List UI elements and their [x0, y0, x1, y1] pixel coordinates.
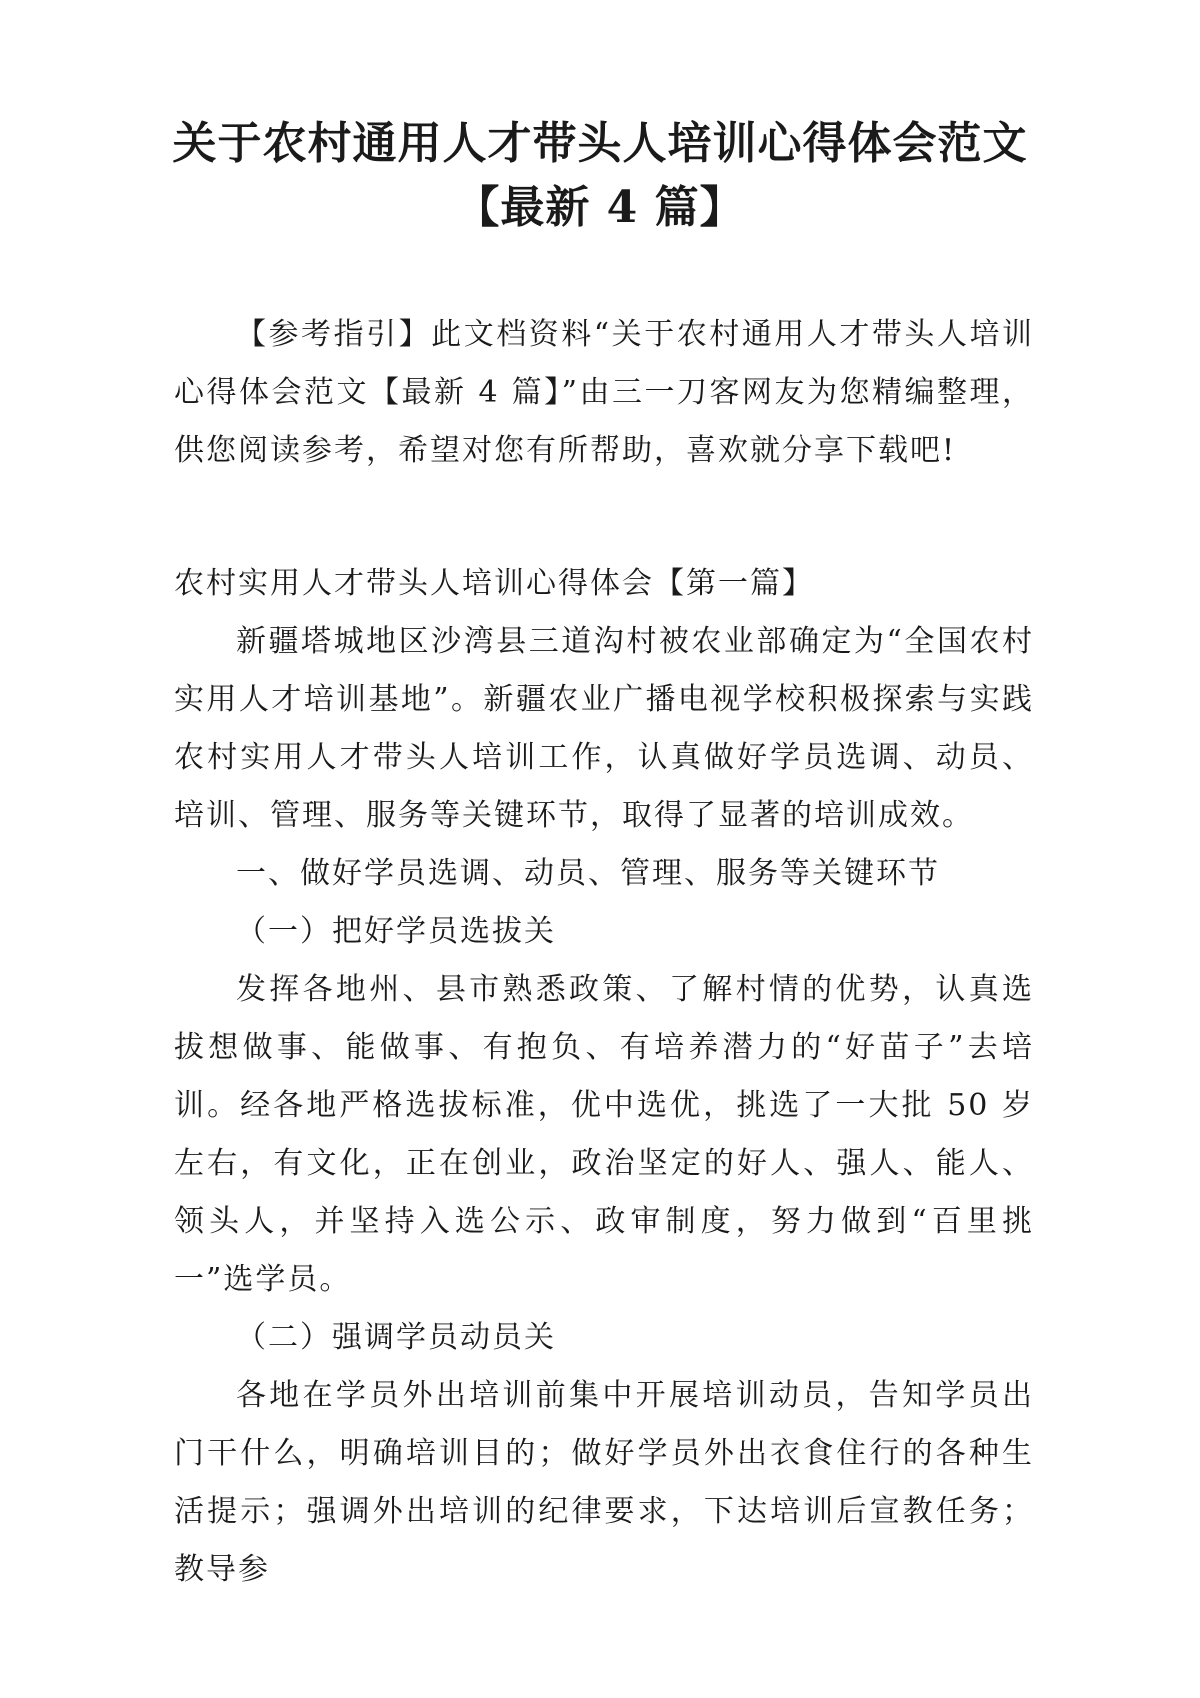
intro-block	[174, 306, 1034, 480]
title-line-2: 【最新 4 篇】	[455, 182, 745, 233]
paragraph-1: 新疆塔城地区沙湾县三道沟村被农业部确定为“全国农村实用人才培训基地”。新疆农业广播电视学校积极探索与实践农村实用人才带头人培训工作，认真做好学员选调、动员、培训、管理、服务等关键环节，取得了显著的培训成效。	[174, 624, 1034, 833]
subheading-1-2: （二）强调学员动员关	[236, 1320, 556, 1355]
section-heading: 农村实用人才带头人培训心得体会【第一篇】	[174, 566, 814, 601]
subheading-1: 一、做好学员选调、动员、管理、服务等关键环节	[236, 856, 940, 891]
paragraph-2: 发挥各地州、县市熟悉政策、了解村情的优势，认真选拔想做事、能做事、有抱负、有培养潜力的“好苗子”去培训。经各地严格选拔标准，优中选优，挑选了一大批 50 岁左右，有文化，正在创业，政治坚定的好人、强人、能人、领头人，并坚持入选公示、政审制度，努力做到“百里挑一”选学员。	[174, 972, 1034, 1297]
title-line-1: 关于农村通用人才带头人培训心得体会范文	[172, 118, 1028, 169]
intro-paragraph: 【参考指引】此文档资料“关于农村通用人才带头人培训心得体会范文【最新 4 篇】”由三一刀客网友为您精编整理，供您阅读参考，希望对您有所帮助，喜欢就分享下载吧!	[174, 317, 1034, 468]
subheading-1-1: （一）把好学员选拔关	[236, 914, 556, 949]
paragraph-3: 各地在学员外出培训前集中开展培训动员，告知学员出门干什么，明确培训目的；做好学员外出衣食住行的各种生活提示；强调外出培训的纪律要求，下达培训后宣教任务；教导参	[174, 1378, 1034, 1587]
document-title	[150, 112, 1050, 240]
main-content	[174, 555, 1034, 1599]
